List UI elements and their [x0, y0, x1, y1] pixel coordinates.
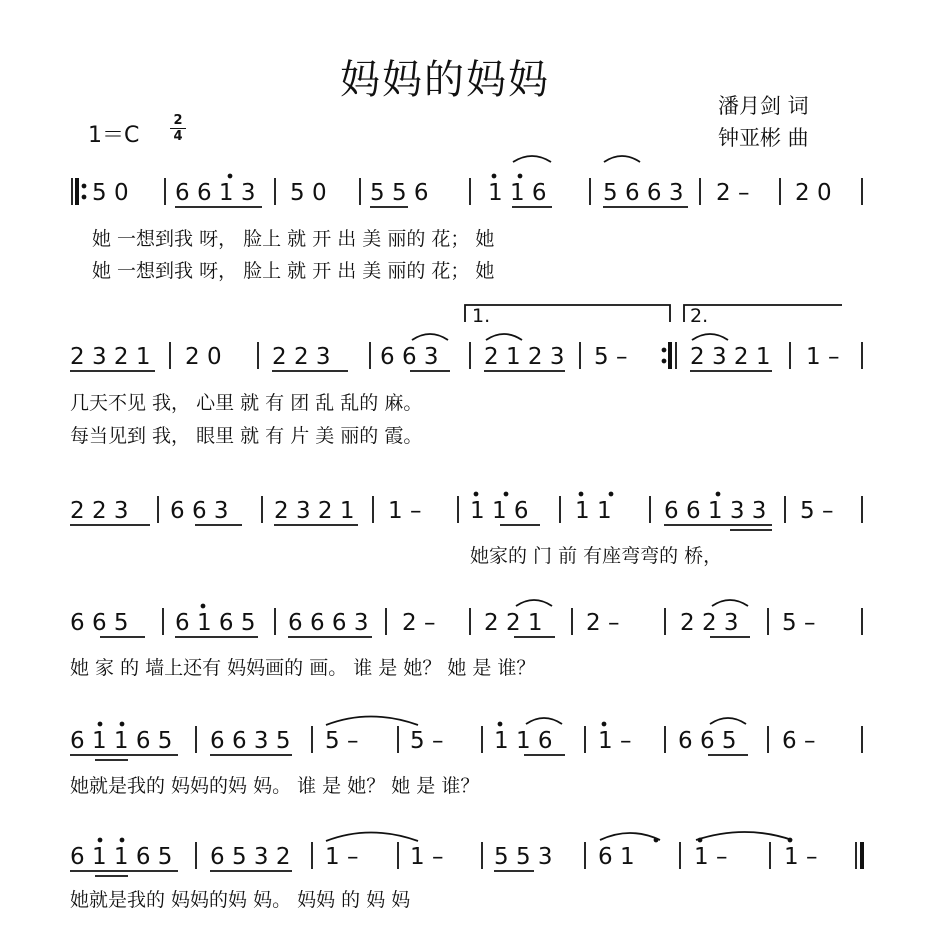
svg-text:5 0: 5 0	[290, 180, 327, 206]
svg-text:1 –: 1 –	[598, 728, 632, 754]
svg-text:2 0: 2 0	[185, 344, 222, 370]
svg-text:1 1 6: 1 1 6	[494, 728, 553, 754]
svg-text:2 1 2 3: 2 1 2 3	[484, 344, 565, 370]
svg-text:2 2 3: 2 2 3	[680, 610, 739, 636]
svg-text:6 –: 6 –	[782, 728, 816, 754]
lyrics-row-6: 她就是我的 妈妈的妈 妈。 妈妈 的 妈 妈	[70, 889, 411, 911]
svg-text:2 0: 2 0	[795, 180, 832, 206]
svg-text:2 –: 2 –	[402, 610, 436, 636]
lyricist-credit: 潘月剑 词	[718, 94, 809, 118]
volta-first: 1.	[472, 305, 491, 327]
svg-text:2 2 1: 2 2 1	[484, 610, 543, 636]
svg-text:5 –: 5 –	[800, 498, 834, 524]
svg-text:6 5 3 2: 6 5 3 2	[210, 844, 291, 870]
volta-second: 2.	[690, 305, 709, 327]
svg-text:1 –: 1 –	[410, 844, 444, 870]
svg-text:6 1: 6 1	[598, 844, 635, 870]
score-row-1	[72, 156, 862, 207]
score-row-3	[70, 493, 862, 531]
svg-text:1 1: 1 1	[575, 498, 612, 524]
svg-text:6 6 5: 6 6 5	[70, 610, 129, 636]
svg-text:5 5 6: 5 5 6	[370, 180, 429, 206]
svg-text:1 –: 1 –	[694, 844, 728, 870]
svg-text:5 –: 5 –	[782, 610, 816, 636]
svg-text:6 6 6 3: 6 6 6 3	[288, 610, 369, 636]
score-row-2	[70, 334, 862, 371]
lyrics-row-5: 她就是我的 妈妈的妈 妈。 谁 是 她？ 她 是 谁？	[70, 775, 480, 797]
lyrics-row-4: 她 家 的 墙上还有 妈妈画的 画。 谁 是 她？ 她 是 谁？	[70, 657, 536, 679]
svg-text:2 –: 2 –	[586, 610, 620, 636]
svg-text:6 6 3: 6 6 3	[380, 344, 439, 370]
svg-text:1 –: 1 –	[806, 344, 840, 370]
svg-text:6 1 6 5: 6 1 6 5	[175, 610, 256, 636]
volta-brackets	[465, 305, 842, 322]
svg-text:1 –: 1 –	[325, 844, 359, 870]
svg-text:5 –: 5 –	[410, 728, 444, 754]
score-row-4	[70, 600, 862, 637]
key-signature: 1＝C	[88, 123, 140, 148]
svg-text:6 6 3 5: 6 6 3 5	[210, 728, 291, 754]
composer-credit: 钟亚彬 曲	[718, 126, 809, 150]
time-signature-top: 2	[173, 113, 183, 128]
svg-text:5 0: 5 0	[92, 180, 129, 206]
page-title: 妈妈的妈妈	[340, 57, 550, 103]
svg-text:5 5 3: 5 5 3	[494, 844, 553, 870]
svg-text:6 1 1 6 5: 6 1 1 6 5	[70, 844, 173, 870]
svg-text:6 6 1 3 3: 6 6 1 3 3	[664, 498, 767, 524]
svg-text:2 3 2 1: 2 3 2 1	[690, 344, 771, 370]
lyrics-row-1-verse-1: 她 一想到我 呀， 脸上 就 开 出 美 丽的 花； 她	[92, 228, 495, 250]
svg-text:5 –: 5 –	[325, 728, 359, 754]
svg-text:6 6 1 3: 6 6 1 3	[175, 180, 256, 206]
lyrics-row-3: 她家的 门 前 有座弯弯的 桥，	[470, 545, 723, 567]
svg-text:6 6 5: 6 6 5	[678, 728, 737, 754]
svg-text:2 –: 2 –	[716, 180, 750, 206]
score-row-5	[70, 717, 862, 761]
svg-text:1 1 6: 1 1 6	[470, 498, 529, 524]
lyrics-row-2-verse-1: 几天不见 我， 心里 就 有 团 乱 乱的 麻。	[70, 392, 423, 414]
svg-text:1 1 6: 1 1 6	[488, 180, 547, 206]
svg-text:1 –: 1 –	[388, 498, 422, 524]
time-signature-bottom: 4	[173, 129, 183, 144]
svg-text:5 –: 5 –	[594, 344, 628, 370]
score-row-6	[70, 832, 862, 876]
svg-text:5 6 6 3: 5 6 6 3	[603, 180, 684, 206]
svg-text:1 –: 1 –	[784, 844, 818, 870]
lyrics-row-1-verse-2: 她 一想到我 呀， 脸上 就 开 出 美 丽的 花； 她	[92, 260, 495, 282]
svg-text:2 3 2 1: 2 3 2 1	[274, 498, 355, 524]
svg-text:6 1 1 6 5: 6 1 1 6 5	[70, 728, 173, 754]
svg-text:6 6 3: 6 6 3	[170, 498, 229, 524]
svg-text:2 2 3: 2 2 3	[272, 344, 331, 370]
svg-text:2 2 3: 2 2 3	[70, 498, 129, 524]
lyrics-row-2-verse-2: 每当见到 我， 眼里 就 有 片 美 丽的 霞。	[70, 425, 423, 447]
svg-text:2 3 2 1: 2 3 2 1	[70, 344, 151, 370]
